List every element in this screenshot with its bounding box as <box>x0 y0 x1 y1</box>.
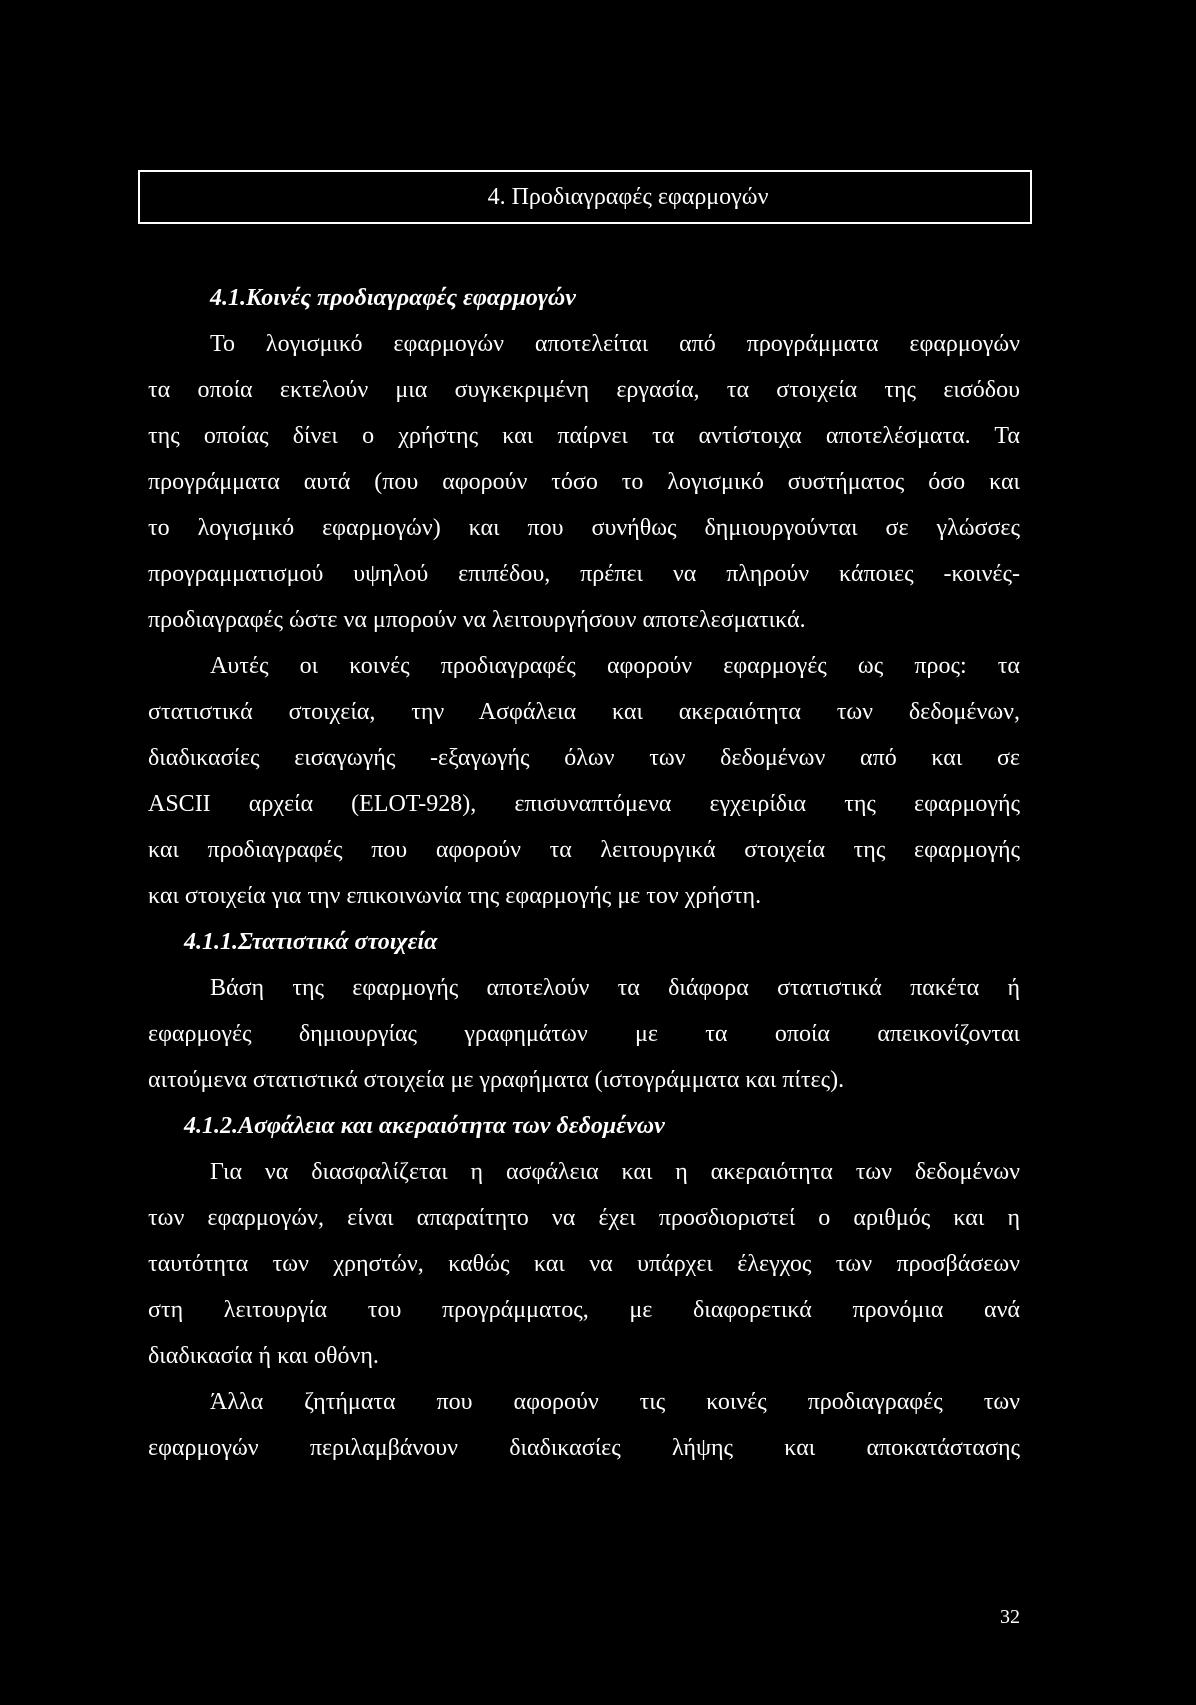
paragraph-line: Άλλα ζητήματα που αφορούν τις κοινές προδιαγραφές των <box>210 1389 1020 1415</box>
section-heading-4-1-2: 4.1.2.Ασφάλεια και ακεραιότητα των δεδομένων <box>184 1113 665 1139</box>
paragraph-line: προγράμματα αυτά (που αφορούν τόσο το λογισμικό συστήματος όσο και <box>148 469 1020 495</box>
section-heading-4-1: 4.1.Κοινές προδιαγραφές εφαρμογών <box>210 285 576 311</box>
paragraph-line: προγραμματισμού υψηλού επιπέδου, πρέπει να πληρούν κάποιες -κοινές- <box>148 561 1020 587</box>
paragraph-line: στη λειτουργία του προγράμματος, με διαφορετικά προνόμια ανά <box>148 1297 1020 1323</box>
paragraph-line: ταυτότητα των χρηστών, καθώς και να υπάρχει έλεγχος των προσβάσεων <box>148 1251 1020 1277</box>
paragraph-line: ASCII αρχεία (ELOT-928), επισυναπτόμενα εγχειρίδια της εφαρμογής <box>148 791 1020 817</box>
paragraph-line: Για να διασφαλίζεται η ασφάλεια και η ακεραιότητα των δεδομένων <box>210 1159 1020 1185</box>
paragraph-line: Βάση της εφαρμογής αποτελούν τα διάφορα στατιστικά πακέτα ή <box>210 975 1020 1001</box>
paragraph-line: και στοιχεία για την επικοινωνία της εφαρμογής με τον χρήστη. <box>148 883 762 909</box>
paragraph-line: και προδιαγραφές που αφορούν τα λειτουργικά στοιχεία της εφαρμογής <box>148 837 1020 863</box>
paragraph-line: Το λογισμικό εφαρμογών αποτελείται από προγράμματα εφαρμογών <box>210 331 1020 357</box>
paragraph-line: διαδικασία ή και οθόνη. <box>148 1343 379 1369</box>
paragraph-line: το λογισμικό εφαρμογών) και που συνήθως δημιουργούνται σε γλώσσες <box>148 515 1020 541</box>
page-body <box>148 275 1020 1471</box>
paragraph-line: στατιστικά στοιχεία, την Ασφάλεια και ακεραιότητα των δεδομένων, <box>148 699 1020 725</box>
paragraph-line: της οποίας δίνει ο χρήστης και παίρνει τα αντίστοιχα αποτελέσματα. Τα <box>148 423 1020 449</box>
paragraph-line: αιτούμενα στατιστικά στοιχεία με γραφήματα (ιστογράμματα και πίτες). <box>148 1067 845 1093</box>
paragraph-line: εφαρμογές δημιουργίας γραφημάτων με τα οποία απεικονίζονται <box>148 1021 1020 1047</box>
paragraph-line: προδιαγραφές ώστε να μπορούν να λειτουργήσουν αποτελεσματικά. <box>148 607 806 633</box>
page-number: 32 <box>1000 1606 1020 1628</box>
chapter-title: 4. Προδιαγραφές εφαρμογών <box>487 184 769 210</box>
paragraph-line: των εφαρμογών, είναι απαραίτητο να έχει προσδιοριστεί ο αριθμός και η <box>148 1205 1020 1231</box>
paragraph-line: διαδικασίες εισαγωγής -εξαγωγής όλων των δεδομένων από και σε <box>148 745 1020 771</box>
paragraph-line: Αυτές οι κοινές προδιαγραφές αφορούν εφαρμογές ως προς: τα <box>210 653 1020 679</box>
section-heading-4-1-1: 4.1.1.Στατιστικά στοιχεία <box>184 929 438 955</box>
paragraph-line: τα οποία εκτελούν μια συγκεκριμένη εργασία, τα στοιχεία της εισόδου <box>148 377 1020 403</box>
paragraph-line: εφαρμογών περιλαμβάνουν διαδικασίες λήψης και αποκατάστασης <box>148 1435 1020 1461</box>
